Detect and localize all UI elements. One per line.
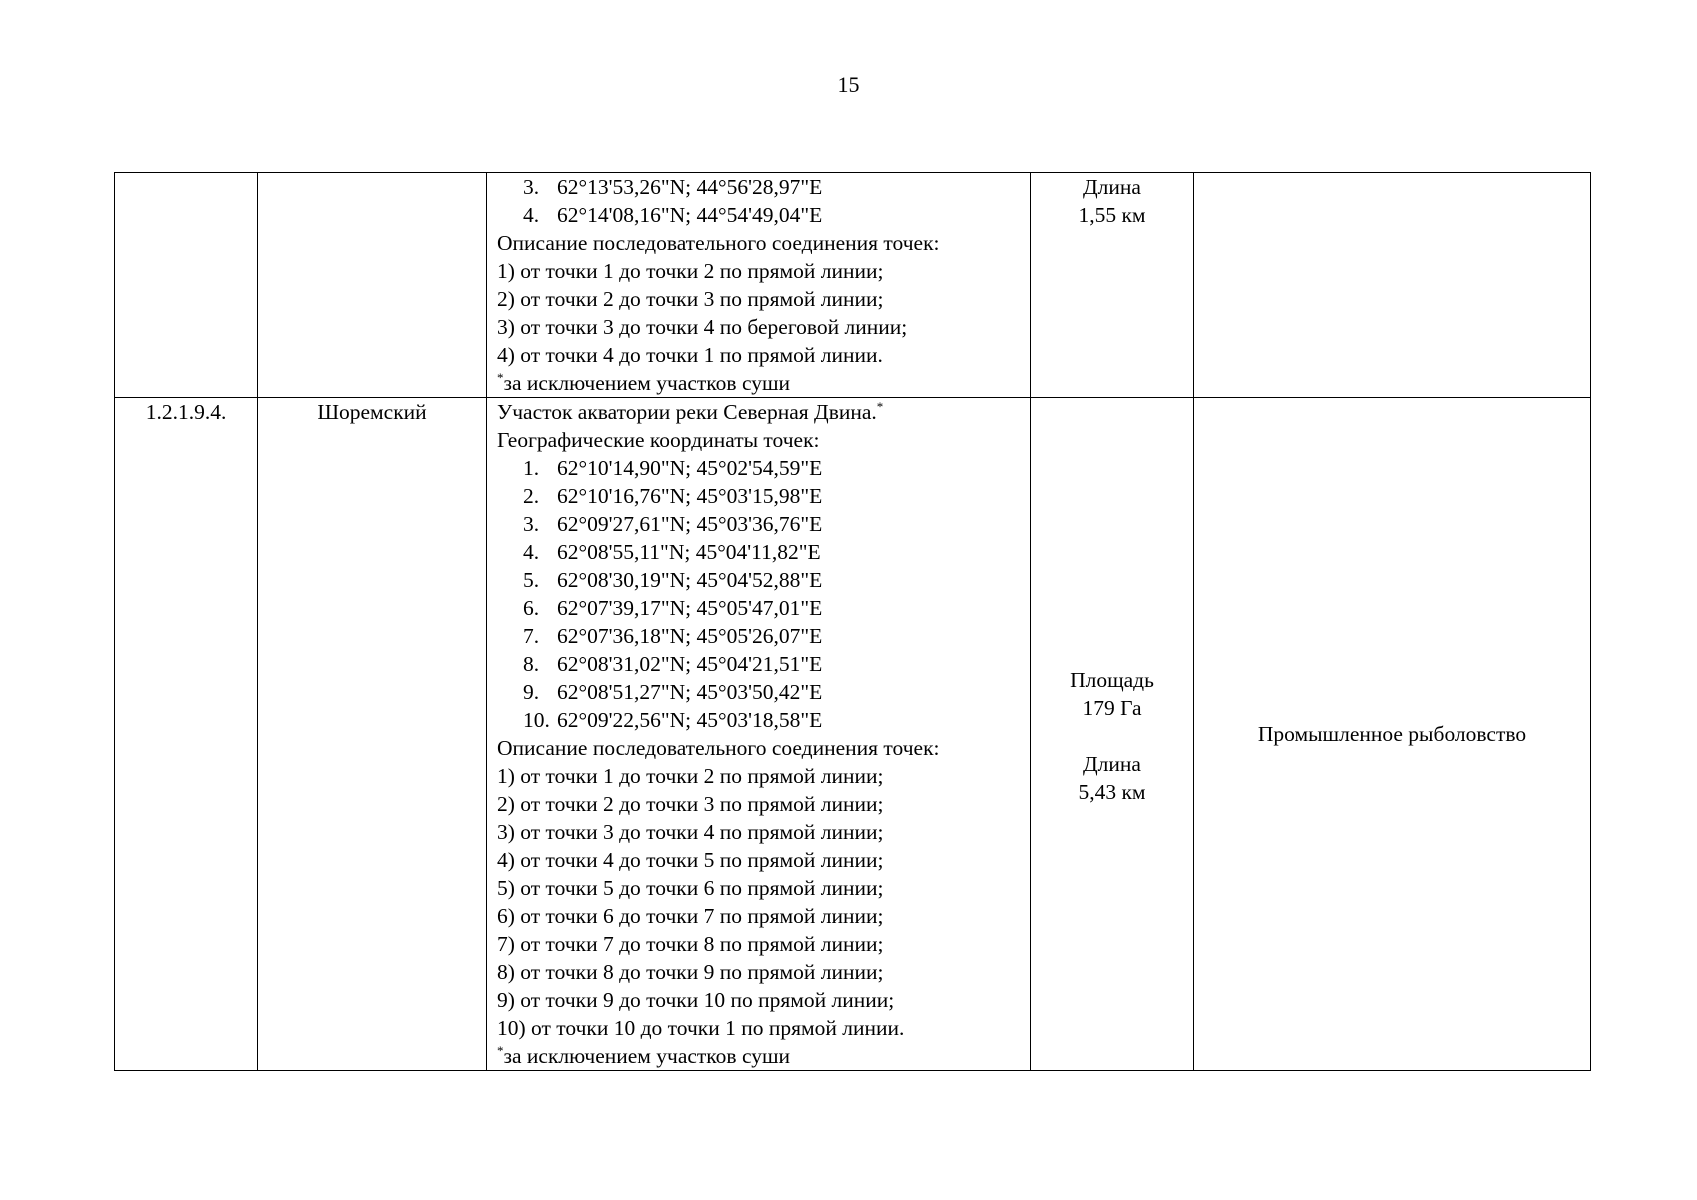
length-value: 1,55 км — [1078, 203, 1146, 227]
area-label: Площадь — [1070, 668, 1154, 692]
footnote-mark: * — [876, 398, 884, 414]
table-row — [115, 398, 1591, 1071]
area-name: Шоремский — [317, 400, 427, 424]
coordinate-item: 5. 62°08'30,19"N; 45°04'52,88"E — [523, 568, 823, 592]
area-description-cell — [487, 398, 1031, 1071]
connection-item: 10) от точки 10 до точки 1 по прямой линии. — [497, 1016, 905, 1040]
connection-item: 6) от точки 6 до точки 7 по прямой линии; — [497, 904, 884, 928]
coordinate-item: 4. 62°14'08,16"N; 44°54'49,04"E — [523, 203, 823, 227]
connection-item: 3) от точки 3 до точки 4 по береговой линии; — [497, 315, 908, 339]
connection-item: 8) от точки 8 до точки 9 по прямой линии; — [497, 960, 884, 984]
area-number-cell — [115, 173, 258, 398]
coordinate-item: 10. 62°09'22,56"N; 45°03'18,58"E — [523, 708, 823, 732]
coordinates-title: Географические координаты точек: — [497, 428, 820, 452]
connection-title: Описание последовательного соединения точек: — [497, 231, 940, 255]
coordinate-item: 1. 62°10'14,90"N; 45°02'54,59"E — [523, 456, 823, 480]
area-description-cell — [487, 173, 1031, 398]
connection-item: 2) от точки 2 до точки 3 по прямой линии; — [497, 792, 884, 816]
area-value: 179 Га — [1082, 696, 1142, 720]
coordinate-item: 2. 62°10'16,76"N; 45°03'15,98"E — [523, 484, 823, 508]
coordinate-item: 9. 62°08'51,27"N; 45°03'50,42"E — [523, 680, 823, 704]
coordinate-item: 4. 62°08'55,11"N; 45°04'11,82"E — [523, 540, 821, 564]
footnote-mark: * — [497, 1042, 504, 1058]
connection-item: 9) от точки 9 до точки 10 по прямой линии; — [497, 988, 895, 1012]
area-size-cell — [1031, 398, 1194, 1071]
connection-item: 1) от точки 1 до точки 2 по прямой линии; — [497, 764, 884, 788]
connection-item: 5) от точки 5 до точки 6 по прямой линии; — [497, 876, 884, 900]
footnote: *за исключением участков суши — [497, 1042, 791, 1068]
connection-item: 2) от точки 2 до точки 3 по прямой линии; — [497, 287, 884, 311]
page-number: 15 — [837, 72, 860, 97]
area-name-cell — [258, 173, 487, 398]
area-purpose: Промышленное рыболовство — [1257, 722, 1527, 746]
coordinate-item: 3. 62°13'53,26"N; 44°56'28,97"E — [523, 175, 823, 199]
area-purpose-cell — [1194, 173, 1591, 398]
length-label: Длина — [1083, 752, 1141, 776]
area-number: 1.2.1.9.4. — [145, 400, 227, 424]
connection-item: 1) от точки 1 до точки 2 по прямой линии; — [497, 259, 884, 283]
coordinate-item: 8. 62°08'31,02"N; 45°04'21,51"E — [523, 652, 823, 676]
area-purpose-cell — [1194, 398, 1591, 1071]
area-size-cell — [1031, 173, 1194, 398]
footnote: *за исключением участков суши — [497, 369, 791, 395]
coordinate-item: 7. 62°07'36,18"N; 45°05'26,07"E — [523, 624, 823, 648]
table-row — [115, 173, 1591, 398]
connection-title: Описание последовательного соединения точек: — [497, 736, 940, 760]
area-name-cell — [258, 398, 487, 1071]
coordinate-item: 6. 62°07'39,17"N; 45°05'47,01"E — [523, 596, 823, 620]
connection-item: 3) от точки 3 до точки 4 по прямой линии; — [497, 820, 884, 844]
area-title: Участок акватории реки Северная Двина.* — [497, 398, 884, 424]
connection-item: 4) от точки 4 до точки 1 по прямой линии. — [497, 343, 883, 367]
connection-item: 4) от точки 4 до точки 5 по прямой линии; — [497, 848, 884, 872]
connection-item: 7) от точки 7 до точки 8 по прямой линии; — [497, 932, 884, 956]
footnote-mark: * — [497, 369, 504, 385]
area-number-cell — [115, 398, 258, 1071]
fishing-areas-table — [114, 172, 1591, 1071]
length-value: 5,43 км — [1078, 780, 1146, 804]
coordinate-item: 3. 62°09'27,61"N; 45°03'36,76"E — [523, 512, 823, 536]
length-label: Длина — [1083, 175, 1141, 199]
